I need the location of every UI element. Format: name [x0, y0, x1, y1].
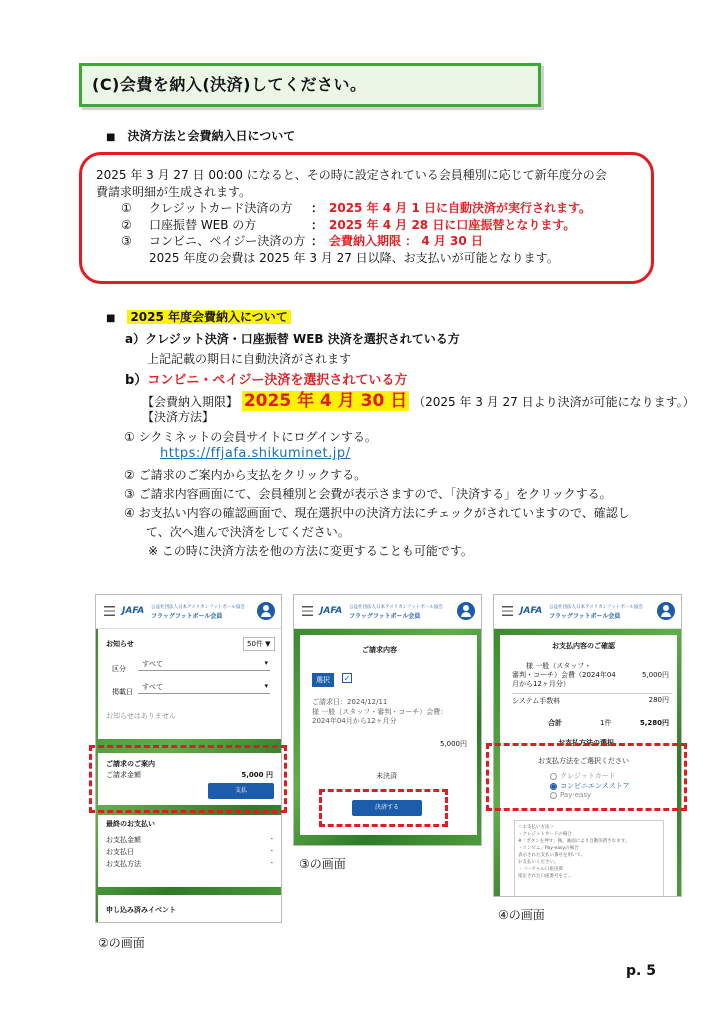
total-label: 合計 — [548, 719, 562, 727]
menu-icon[interactable] — [104, 606, 115, 616]
item-line-3: 月から12ヶ月分） — [512, 680, 570, 688]
method-label: 【決済方法】 — [142, 410, 215, 424]
notice-intro-1: 2025 年 3 月 27 日 00:00 になると、その時に設定されている会員種別に応じて新年度分の会 — [96, 168, 607, 182]
chevron-down-icon: ▾ — [264, 659, 268, 667]
fee-amount: 280円 — [648, 696, 669, 704]
org-name: 公益社団法人日本アメリカンフットボール協会 — [151, 605, 245, 610]
row-value: 2025 年 4 月 1 日に自動決済が実行されます。 — [329, 201, 592, 215]
billing-date: ご請求日：2024/12/11 — [312, 698, 388, 706]
heading-text: 2025 年度会費納入について — [127, 310, 290, 324]
item-amount: 5,000円 — [641, 671, 669, 679]
last-amount-label: お支払金額 — [106, 836, 141, 844]
option-label: クレジットカード — [560, 772, 616, 780]
notice-row-credit — [96, 200, 651, 217]
menu-icon[interactable] — [302, 606, 313, 616]
row-value: 2025 年 4 月 28 日に口座振替となります。 — [329, 217, 576, 232]
caption-screen4: ④の画面 — [498, 908, 545, 922]
user-avatar-icon[interactable] — [257, 602, 275, 620]
empty-notice: お知らせはありません — [106, 712, 176, 720]
billing-amount: 5,000 円 — [241, 771, 273, 779]
note-line: ＜お支払い方法＞ — [518, 825, 554, 830]
jafa-logo: JAFA — [520, 606, 543, 616]
item-line-2: 2024年04月から12ヶ月分 — [312, 717, 397, 725]
page-number: p. 5 — [626, 963, 656, 979]
row-label: 口座振替 WEB の方 — [149, 217, 257, 232]
note-line: ※「ボタンを押す」後、画面により自動決済されます。 — [518, 839, 630, 844]
row-label: クレジットカード決済の方 — [149, 201, 293, 215]
section-a-title: a）クレジット決済・口座振替 WEB 決済を選択されている方 — [125, 332, 460, 346]
row-number: ① — [121, 201, 132, 215]
last-date-label: お支払日 — [106, 848, 134, 856]
method-title: お支払方法の選択 — [558, 739, 614, 747]
step-4a: ④ お支払い内容の確認画面で、現在選択中の決済方法にチェックがされていますので、確認し — [124, 506, 630, 520]
billing-amount-label: ご請求金額 — [106, 771, 141, 779]
filter-date-value: すべて — [142, 683, 163, 691]
applied-events-title[interactable]: 申し込み済みイベント — [106, 906, 176, 914]
filter-category-select[interactable] — [138, 659, 270, 671]
row-value: 会費納入期限 ： 4 月 30 日 — [329, 234, 483, 248]
jafa-logo: JAFA — [122, 606, 145, 616]
pay-button[interactable]: 支払 — [208, 783, 274, 799]
notice-title: お知らせ — [106, 640, 134, 648]
user-avatar-icon[interactable] — [457, 602, 475, 620]
option-label: Pay-easy — [560, 791, 592, 799]
caption-screen2: ②の画面 — [98, 936, 145, 950]
member-site-link[interactable]: https://ffjafa.shikuminet.jp/ — [160, 446, 351, 461]
row-number: ② — [121, 217, 132, 232]
org-name: 公益社団法人日本アメリカンフットボール協会 — [549, 605, 643, 610]
highlight-settle — [319, 789, 448, 827]
filter-category-value: すべて — [142, 660, 163, 668]
bullet-square: ■ — [106, 313, 116, 324]
last-amount-value: - — [270, 835, 273, 843]
method-prompt: お支払方法をご選択ください — [538, 757, 629, 765]
note-line: 指定された口座番号をご... — [518, 874, 572, 879]
select-label: 選択 — [312, 673, 334, 687]
last-date-value: - — [270, 847, 273, 855]
notice-closing: 2025 年度の会費は 2025 年 3 月 27 日以降、お支払いが可能となります。 — [149, 250, 559, 265]
deadline-line — [142, 386, 695, 411]
deadline-label: 【会費納入期限】 — [142, 395, 239, 409]
bullet-square: ■ — [106, 132, 116, 143]
app-header — [494, 595, 681, 629]
total-count: 1件 — [600, 719, 612, 727]
item-amount: 5,000円 — [439, 740, 467, 748]
app-header — [96, 595, 281, 629]
menu-icon[interactable] — [502, 606, 513, 616]
heading-payment-method — [106, 127, 295, 144]
chevron-down-icon: ▾ — [264, 682, 268, 690]
payment-notes — [514, 820, 664, 897]
org-subtitle: フラッグフットボール会員 — [549, 613, 621, 620]
jafa-logo: JAFA — [320, 606, 343, 616]
step-1: ① シクミネットの会員サイトにログインする。 — [124, 430, 377, 444]
notice-panel — [98, 629, 281, 739]
heading-fee-payment — [106, 308, 291, 325]
step-4b: て、次へ進んで決済をしてください。 — [146, 525, 350, 539]
step-3: ③ ご請求内容画面にて、会員種別と会費が表示さますので、「決済する」をクリックする。 — [124, 487, 612, 501]
total-amount: 5,280円 — [639, 719, 669, 727]
highlight-method — [486, 743, 687, 811]
option-label: コンビニエンスストア — [560, 782, 630, 790]
payment-status: 未決済 — [376, 772, 397, 780]
deadline-note: （2025 年 3 月 27 日より決済が可能になります。） — [413, 395, 695, 409]
highlight-billing — [89, 745, 287, 813]
item-line-1: 様 一般（スタッフ・ — [526, 662, 592, 670]
last-method-value: - — [270, 859, 273, 867]
settle-button[interactable]: 決済する — [352, 800, 422, 816]
notice-row-bank — [96, 217, 651, 234]
section-title: (C)会費を納入(決済)してください。 — [79, 63, 541, 107]
filter-date-label: 掲載日 — [112, 688, 133, 696]
note-line: ・クレジットカードの場合 — [518, 832, 572, 837]
fee-label: システム手数料 — [512, 693, 672, 706]
org-subtitle: フラッグフットボール会員 — [349, 613, 421, 620]
filter-category-label: 区分 — [112, 665, 126, 673]
step-note: ※ この時に決済方法を他の方法に変更することも可能です。 — [148, 544, 473, 558]
b-text: コンビニ・ペイジー決済を選択されている方 — [147, 373, 408, 388]
notice-intro-2: 費請求明細が生成されます。 — [96, 184, 252, 199]
last-payment-title: 最終のお支払い — [106, 820, 155, 828]
notice-row-convenience — [96, 233, 651, 250]
heading-text: 決済方法と会費納入日について — [127, 129, 296, 143]
org-name: 公益社団法人日本アメリカンフットボール協会 — [349, 605, 443, 610]
row-label: コンビニ、ペイジー決済の方 — [149, 234, 306, 248]
org-subtitle: フラッグフットボール会員 — [151, 613, 223, 620]
row-number: ③ — [121, 234, 132, 248]
row-colon: ： — [311, 234, 324, 248]
note-line: 表示された支払い番号を用いて、 — [518, 853, 586, 858]
note-line: ・コンビニ／Pay-easyの場合 — [518, 846, 579, 851]
confirm-title: お支払内容のご確認 — [552, 642, 615, 650]
deadline-date: 2025 年 4 月 30 日 — [243, 391, 408, 411]
row-colon: ： — [311, 217, 324, 232]
section-a-sub: 上記記載の期日に自動決済がされます — [147, 352, 352, 366]
item-line-1: 様 一般（スタッフ・審判・コーチ）会費： — [312, 708, 448, 716]
b-prefix: b） — [125, 373, 148, 388]
billing-title: ご請求のご案内 — [106, 760, 155, 768]
count-select[interactable]: 50件 ▼ — [243, 637, 275, 651]
user-avatar-icon[interactable] — [657, 602, 675, 620]
last-method-label: お支払方法 — [106, 860, 141, 868]
caption-screen3: ③の画面 — [299, 857, 346, 871]
app-header — [294, 595, 481, 629]
note-line: お支払いください。 — [518, 860, 559, 865]
note-line: ・バーチャル口座決済 — [518, 867, 563, 872]
step-2: ② ご請求のご案内から支払をクリックする。 — [124, 468, 367, 482]
row-colon: ： — [311, 201, 324, 215]
select-checkbox[interactable]: ✓ — [343, 674, 351, 683]
filter-date-select[interactable] — [138, 682, 270, 694]
last-payment-panel — [98, 815, 281, 887]
events-panel — [98, 895, 281, 923]
notice-box — [79, 152, 654, 284]
item-line-2: 審判・コーチ）会費（2024年04 — [512, 671, 616, 679]
billing-detail-title: ご請求内容 — [362, 646, 397, 654]
